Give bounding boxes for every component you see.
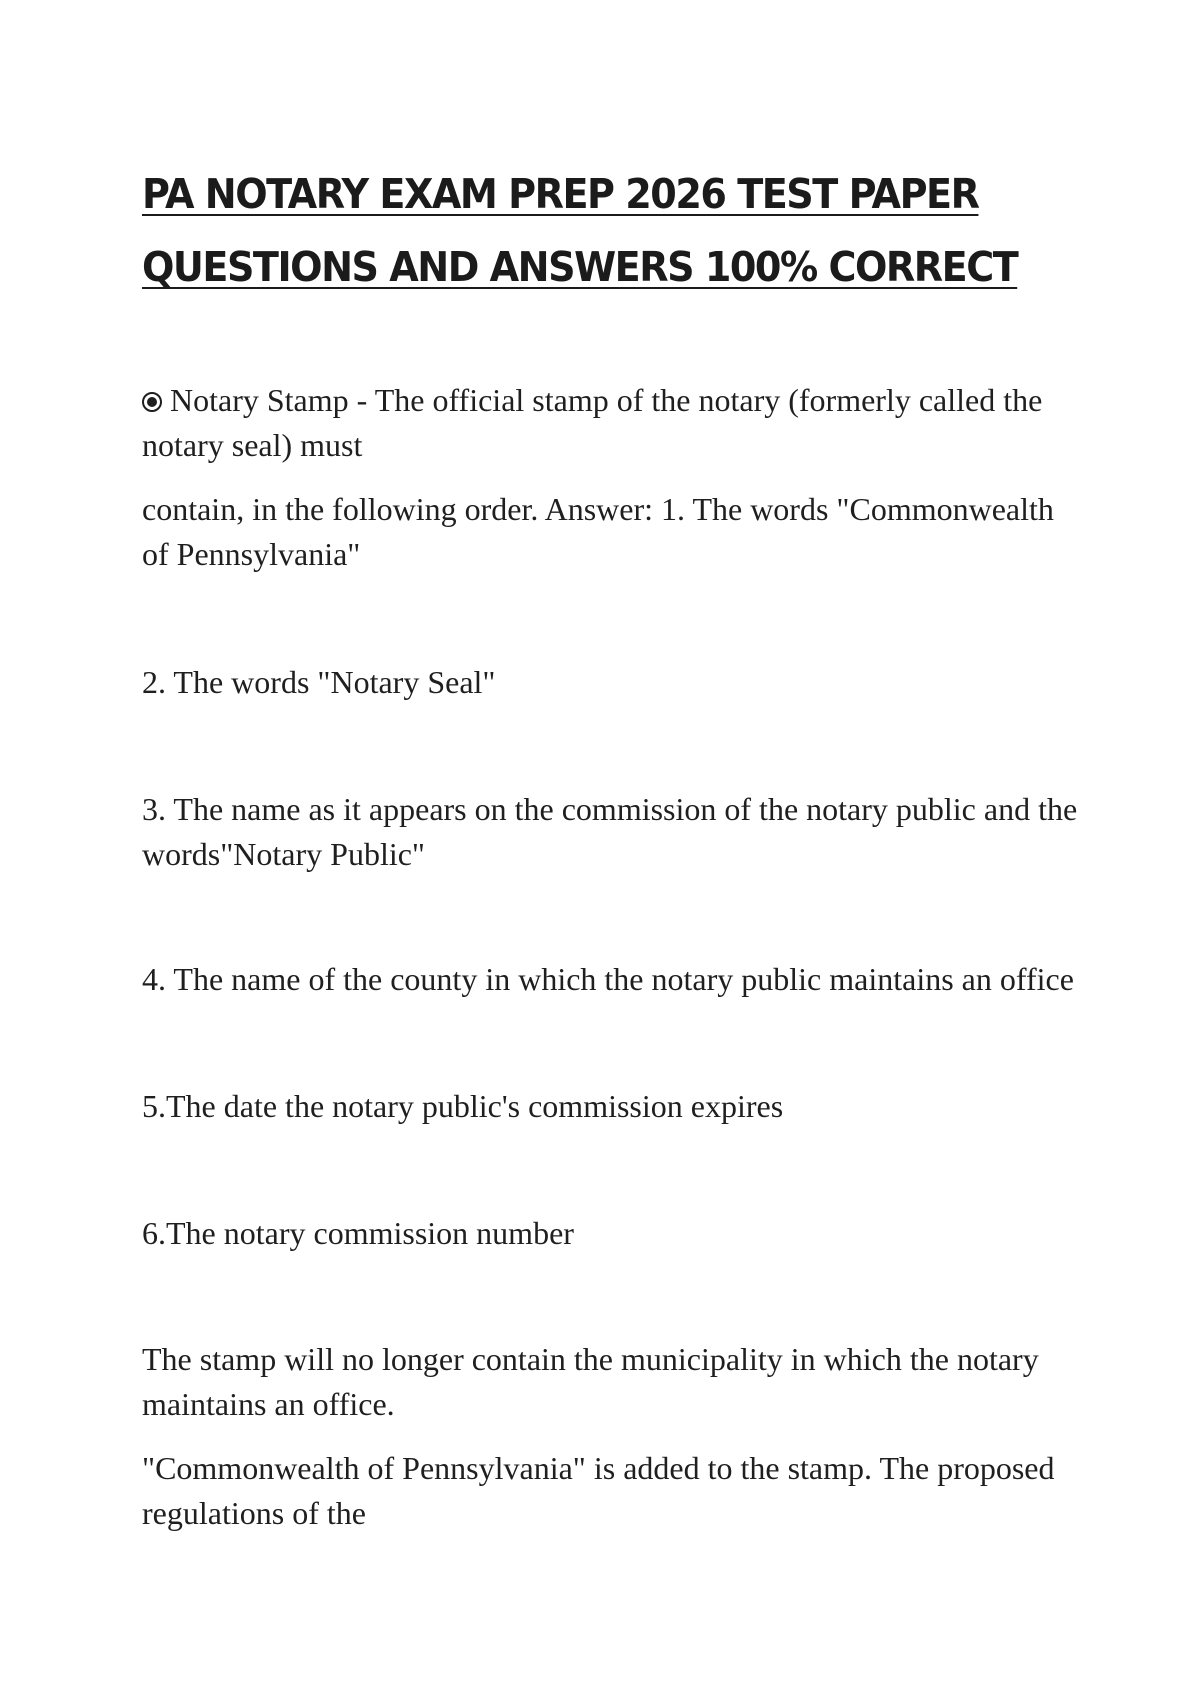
- question-text: Notary Stamp - The official stamp of the notary (formerly called the notary seal) must: [142, 382, 1043, 463]
- answer-item-3: 3. The name as it appears on the commission of the notary public and the words"Notary Public": [142, 791, 1078, 872]
- answer-paragraph: contain, in the following order. Answer: 1. The words "Commonwealth of Pennsylvania": [142, 491, 1054, 572]
- answer-item-6: 6.The notary commission number: [142, 1215, 574, 1251]
- note-paragraph: The stamp will no longer contain the municipality in which the notary maintains an office.: [142, 1341, 1039, 1422]
- title-line-2: QUESTIONS AND ANSWERS 100% CORRECT: [142, 243, 1018, 291]
- radio-bullet-icon: [142, 392, 162, 412]
- answer-item-2: 2. The words "Notary Seal": [142, 664, 496, 700]
- note-paragraph-continued: "Commonwealth of Pennsylvania" is added to the stamp. The proposed regulations of the: [142, 1450, 1055, 1531]
- answer-item-4: 4. The name of the county in which the notary public maintains an office: [142, 961, 1074, 997]
- question-paragraph: [142, 378, 1082, 468]
- title-line-1: PA NOTARY EXAM PREP 2026 TEST PAPER: [142, 170, 979, 218]
- document-title: [142, 158, 1072, 304]
- answer-item-5: 5.The date the notary public's commission expires: [142, 1088, 784, 1124]
